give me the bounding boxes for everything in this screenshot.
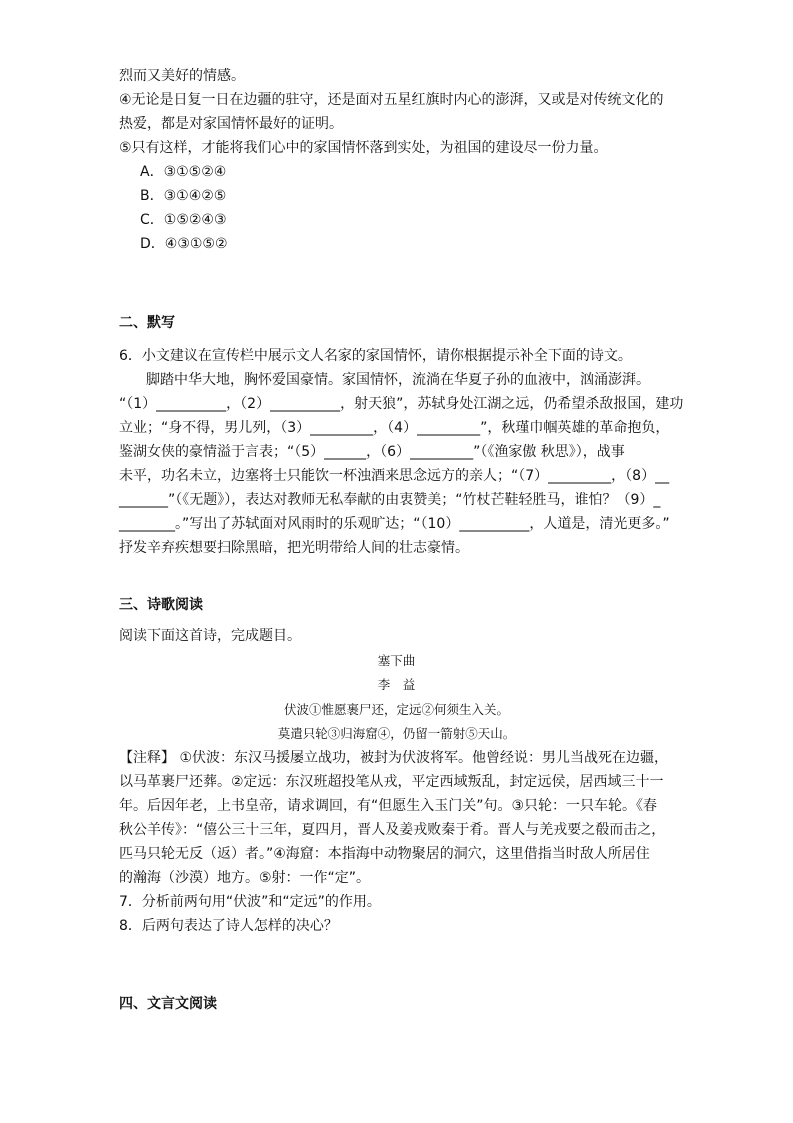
annotation-line: 【注释】 ①伏波：东汉马援屡立战功，被封为伏波将军。他曾经说：男儿当战死在边疆，: [119, 750, 668, 766]
paragraph-line: 抒发辛弃疾想要扫除黑暗，把光明带给人间的壮志豪情。: [119, 540, 469, 556]
section-heading: 四、文言文阅读: [119, 996, 217, 1012]
fill-blank-line[interactable]: ________。”写出了苏轼面对风雨时的乐观旷达；“（10）__________，人道是，清光更多。”: [119, 516, 670, 532]
option-d[interactable]: D．④③①⑤②: [140, 236, 228, 252]
annotation-line: 年。后因年老，上书皇帝，请求调回，有“但愿生入玉门关”句。③只轮：一只车轮。《春: [119, 798, 658, 814]
annotation-line: 秋公羊传》：“僖公三十三年，夏四月，晋人及姜戎败秦于肴。晋人与羌戎要之殽而击之，: [119, 822, 666, 838]
fill-blank-line[interactable]: “（1）__________，（2）__________，射天狼”，苏轼身处江湖之远，仍希望杀敌报国，建功: [119, 396, 684, 412]
annotation-line: 以马革裹尸还葬。②定远：东汉班超投笔从戎，平定西域叛乱，封定远侯，居西域三十一: [119, 774, 664, 790]
paragraph-line: 脚踏中华大地，胸怀爱国豪情。家国情怀，流淌在华夏子孙的血液中，汹涌澎湃。: [146, 372, 650, 388]
question-8: 8．后两句表达了诗人怎样的决心？: [119, 918, 338, 934]
question-7: 7．分析前两句用“伏波”和“定远”的作用。: [119, 894, 381, 910]
text-line: 热爱，都是对家国情怀最好的证明。: [119, 116, 343, 132]
section-heading: 三、诗歌阅读: [119, 597, 203, 613]
question-6: 6．小文建议在宣传栏中展示文人名家的家国情怀，请你根据提示补全下面的诗文。: [119, 348, 632, 364]
poem-title: 塞下曲: [377, 653, 416, 668]
poem-line: 伏波①惟愿裹尸还，定远②何须生入关。: [283, 702, 509, 717]
section-heading: 二、默写: [119, 315, 175, 331]
option-c[interactable]: C．①⑤②④③: [140, 212, 227, 228]
annotation-line: 匹马只轮无反（返）者。”④海窟：本指海中动物聚居的洞穴，这里借指当时敌人所居住: [119, 846, 650, 862]
text-line: ⑤只有这样，才能将我们心中的家国情怀落到实处，为祖国的建设尽一份力量。: [119, 140, 608, 156]
option-b[interactable]: B．③①④②⑤: [140, 188, 227, 204]
poem-author: 李 益: [377, 677, 416, 692]
reading-intro: 阅读下面这首诗，完成题目。: [119, 628, 301, 644]
fill-blank-line[interactable]: 鉴湖女侠的豪情溢于言表；“（5）______，（6）_________”（《渔家傲 秋思》），战事: [119, 444, 625, 460]
poem-line: 莫遣只轮③归海窟④，仍留一箭射⑤天山。: [277, 726, 516, 741]
text-line: ④无论是日复一日在边疆的驻守，还是面对五星红旗时内心的澎湃，又或是对传统文化的: [119, 92, 664, 108]
fill-blank-line[interactable]: 未平，功名未立，边塞将士只能饮一杯浊酒来思念远方的亲人；“（7）_________，（8）__: [119, 468, 670, 484]
fill-blank-line[interactable]: 立业；“身不得，男儿列，（3）_________，（4）_________”，秋瑾巾帼英雄的革命抱负，: [119, 420, 670, 436]
annotation-line: 的瀚海（沙漠）地方。⑤射：一作“定”。: [119, 870, 371, 886]
option-a[interactable]: A．③①⑤②④: [140, 164, 227, 180]
text-line: 烈而又美好的情感。: [119, 68, 245, 84]
fill-blank-line[interactable]: _______”（《无题》），表达对教师无私奉献的由衷赞美；“竹杖芒鞋轻胜马，谁怕？（9）_: [119, 492, 661, 508]
